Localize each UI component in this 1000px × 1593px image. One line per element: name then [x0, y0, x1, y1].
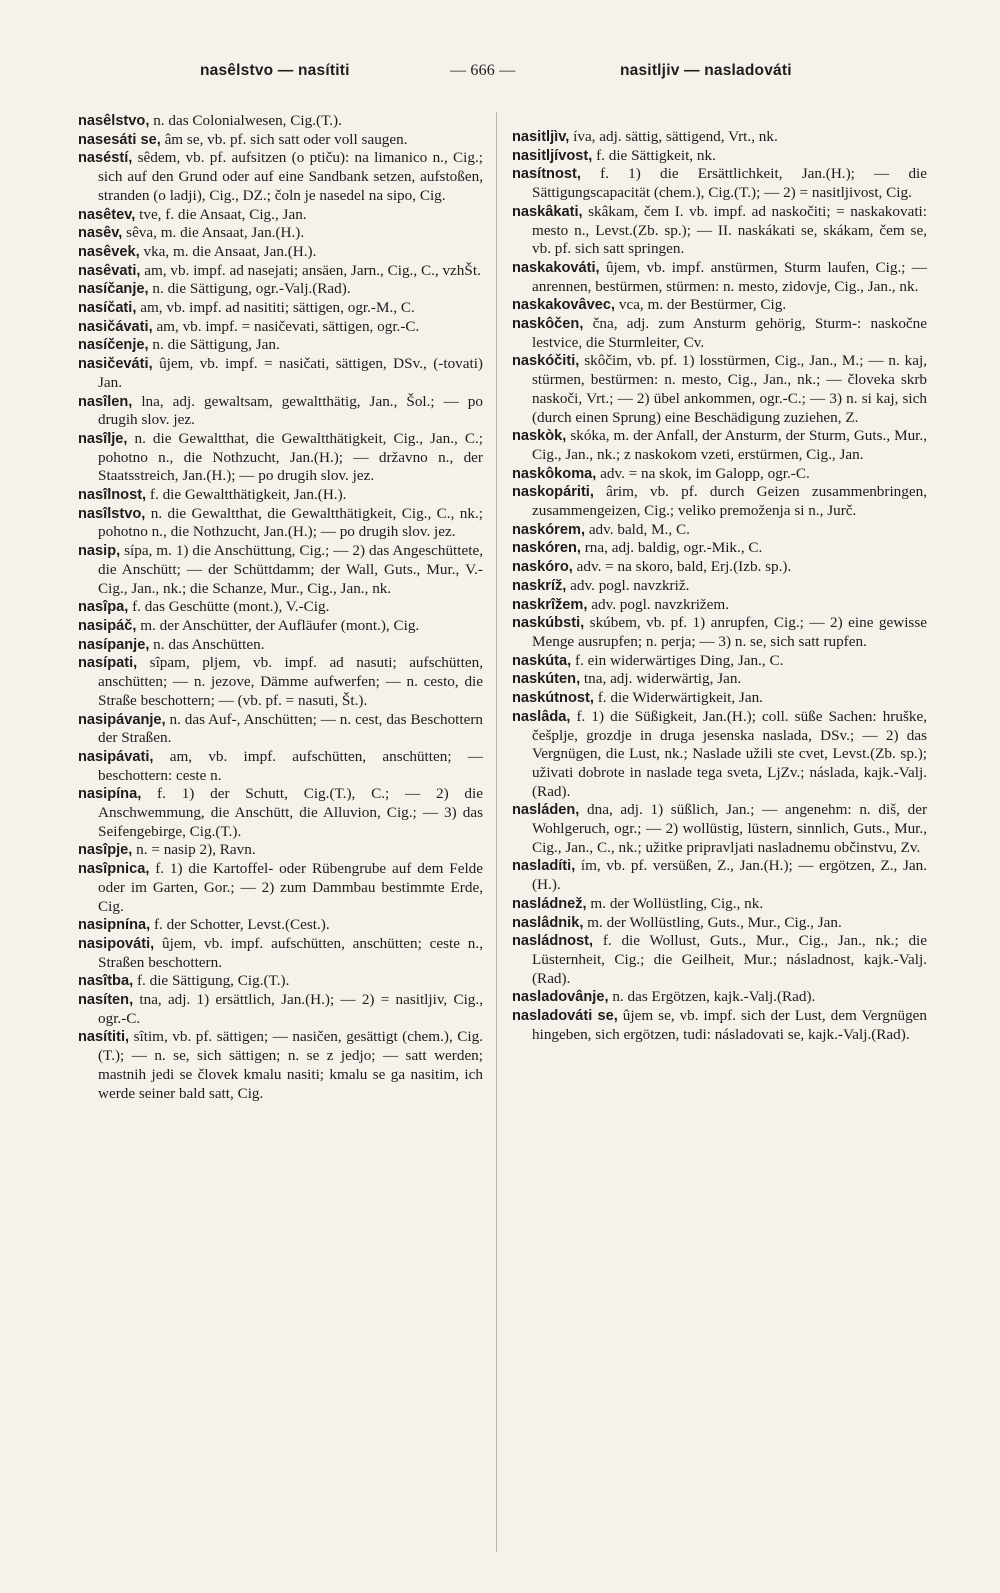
entry-headword: naslâda, — [512, 708, 571, 725]
entry-headword: naskúbsti, — [512, 615, 585, 632]
entry-headword: nasičávati, — [78, 318, 153, 335]
dictionary-entry — [78, 1028, 483, 1103]
dictionary-entry — [78, 299, 483, 318]
dictionary-entry — [512, 1007, 927, 1044]
dictionary-entry — [512, 689, 927, 708]
entry-headword: nasladováti se, — [512, 1008, 618, 1025]
entry-definition: vka, m. die Ansaat, Jan.(H.). — [139, 242, 317, 260]
entry-headword: nasipnína, — [78, 917, 151, 934]
dictionary-entry — [512, 539, 927, 558]
entry-headword: nasîpje, — [78, 842, 133, 859]
entry-definition: n. die Gewaltthat, die Gewaltthätigkeit, Cig., C., nk.; pohotno n., die Nothzucht, Jan.(H.); — po drugih slov. jez. — [98, 504, 483, 541]
entry-headword: nasítiti, — [78, 1029, 130, 1046]
entry-headword: nasipováti, — [78, 935, 155, 952]
entry-definition: ûjem, vb. impf. aufschütten, anschütten; ceste n., Straßen beschottern. — [98, 934, 483, 971]
dictionary-entry — [78, 841, 483, 860]
entry-headword: nasíten, — [78, 992, 134, 1009]
entry-definition: am, vb. impf. ad nasititi; sättigen, ogr.-M., C. — [136, 299, 415, 317]
entry-headword: naskakováti, — [512, 259, 600, 276]
dictionary-entry — [512, 558, 927, 577]
entry-definition: adv. = na skok, im Galopp, ogr.-C. — [596, 464, 810, 482]
dictionary-entry — [512, 315, 927, 352]
dictionary-entry — [512, 708, 927, 802]
entry-headword: naskórem, — [512, 521, 586, 538]
entry-headword: nasíčanje, — [78, 281, 149, 298]
entry-headword: nasîtba, — [78, 973, 134, 990]
entry-headword: naskrîžem, — [512, 596, 588, 613]
entry-headword: nasêlstvo, — [78, 113, 150, 129]
entry-definition: f. ein widerwärtiges Ding, Jan., C. — [571, 651, 784, 669]
entry-definition: m. der Anschütter, der Aufläufer (mont.), Cig. — [136, 616, 420, 634]
entry-headword: naskóro, — [512, 559, 573, 576]
dictionary-entry — [78, 206, 483, 225]
entry-headword: nasêv, — [78, 225, 123, 242]
dictionary-entry — [78, 972, 483, 991]
entry-headword: nasládnost, — [512, 933, 594, 950]
entry-definition: sípa, m. 1) die Anschüttung, Cig.; — 2) das Angeschüttete, die Anschütt; — der Schüttdamm; der Wall, Guts., Mur., V.-Cig., Jan., nk.; die Schanze, Mur., Cig., Jan., nk. — [98, 542, 483, 597]
entry-definition: tve, f. die Ansaat, Cig., Jan. — [135, 205, 307, 223]
entry-headword: naskútnost, — [512, 690, 594, 707]
entry-definition: n. das Auf-, Anschütten; — n. cest, das Beschottern der Straßen. — [98, 710, 483, 747]
entry-headword: naskóren, — [512, 540, 581, 557]
entry-headword: nasîlnost, — [78, 487, 147, 504]
entry-headword: naskôčen, — [512, 316, 584, 333]
entry-definition: n. das Ergötzen, kajk.-Valj.(Rad). — [608, 988, 816, 1006]
entry-headword: naslâdnik, — [512, 914, 584, 931]
entry-headword: naskúten, — [512, 671, 581, 688]
dictionary-entry — [78, 711, 483, 748]
entry-headword: nasládnež, — [512, 895, 587, 912]
entry-headword: nasladovânje, — [512, 989, 609, 1006]
dictionary-entry — [78, 430, 483, 486]
entry-definition: sîtim, vb. pf. sättigen; — nasičen, gesättigt (chem.), Cig.(T.); — n. se, sich sättigen; n. se z jedjo; — satt werden; mastnih jedi se človek kmalu nasiti; kmalu se ga nasitim, ich werde seiner bald satt, Cig. — [98, 1028, 483, 1102]
entry-headword: naskúta, — [512, 652, 572, 669]
entry-headword: nasîlje, — [78, 430, 128, 447]
entry-headword: nasip, — [78, 543, 121, 560]
entry-headword: nasîlstvo, — [78, 505, 146, 522]
entry-headword: nasláden, — [512, 802, 580, 819]
entry-headword: nasîlen, — [78, 393, 133, 410]
entry-definition: vca, m. der Bestürmer, Cig. — [615, 296, 787, 314]
entry-definition: adv. pogl. navzkrižem. — [587, 595, 730, 613]
dictionary-entry — [512, 259, 927, 296]
dictionary-entry — [78, 393, 483, 430]
entry-definition: čna, adj. zum Ansturm gehörig, Sturm-: naskočne lestvice, die Sturmleiter, Cv. — [532, 315, 927, 351]
header-right-guide-words: nasitljiv — nasladováti — [620, 62, 792, 79]
dictionary-entry — [512, 465, 927, 484]
entry-definition: skóka, m. der Anfall, der Ansturm, der Sturm, Guts., Mur., Cig., Jan., nk.; z naskokom vzeti, erstürmen, Cig., Jan. — [532, 427, 927, 463]
entry-headword: naskòk, — [512, 428, 567, 445]
entry-headword: nasipáč, — [78, 617, 137, 634]
dictionary-entry — [512, 165, 927, 202]
dictionary-entry — [512, 577, 927, 596]
entry-definition: rna, adj. baldig, ogr.-Mik., C. — [580, 539, 763, 557]
entry-definition: skúbem, vb. pf. 1) anrupfen, Cig.; — 2) eine gewisse Menge ausrupfen; n. perja; — 3) n. se, sich satt rupfen. — [532, 614, 927, 650]
dictionary-entry — [78, 542, 483, 598]
dictionary-entry — [78, 598, 483, 617]
entry-definition: n. die Sättigung, Jan. — [148, 336, 280, 354]
dictionary-entry — [512, 596, 927, 615]
dictionary-entry — [78, 617, 483, 636]
dictionary-entry — [78, 224, 483, 243]
dictionary-entry — [512, 895, 927, 914]
entry-definition: f. die Sättigkeit, nk. — [592, 146, 716, 164]
dictionary-entry — [78, 318, 483, 337]
entry-definition: adv. = na skoro, bald, Erj.(Izb. sp.). — [572, 558, 792, 576]
dictionary-entry — [78, 280, 483, 299]
page-number: — 666 — — [450, 62, 516, 79]
dictionary-entry — [78, 860, 483, 916]
entry-headword: nasitljìv, — [512, 129, 570, 145]
entry-definition: n. die Gewaltthat, die Gewaltthätigkeit, Cig., Jan., C.; pohotno n., die Nothzucht, Jan.(H.); — državno n., der Staatsstreich, Jan.(H.); — po drugih slov. jez. — [98, 429, 483, 485]
entry-headword: naskopáriti, — [512, 484, 594, 501]
dictionary-entry — [78, 916, 483, 935]
entry-definition: f. 1) die Kartoffel- oder Rübengrube auf dem Felde oder im Garten, Gor.; — 2) zum Dammbau bestimmte Erde, Cig. — [98, 860, 483, 915]
dictionary-entry — [78, 131, 483, 150]
dictionary-entry — [512, 521, 927, 540]
entry-definition: f. 1) der Schutt, Cig.(T.), C.; — 2) die Anschwemmung, die Anschütt, die Alluvion, Cig.; — 3) das Seifengebirge, Cig.(T.). — [98, 785, 483, 840]
entry-headword: nasîpa, — [78, 599, 129, 616]
entry-definition: sîpam, pljem, vb. impf. ad nasuti; aufschütten, anschütten; — n. jezove, Dämme aufwerfen; — n. cesto, die Straße beschottern; — (vb. pf. = nasuti, Št.). — [98, 654, 483, 709]
entry-definition: skôčim, vb. pf. 1) losstürmen, Cig., Jan., M.; — n. kaj, stürmen, bestürmen: n. mesto, Cig., Jan., nk.; — človeka skrb naskoči, Vrt.; — 2) übel ankommen, ogr.-C.; — 3) n. si kaj, sich (durch einen Sprung) eine Beschädigung zuziehen, Z. — [532, 352, 927, 426]
left-column — [78, 112, 483, 1103]
entry-definition: am, vb. impf. ad nasejati; ansäen, Jarn., Cig., C., vzhŠt. — [140, 261, 481, 279]
dictionary-entry — [512, 427, 927, 464]
entry-headword: nasêtev, — [78, 206, 136, 223]
entry-definition: f. der Schotter, Levst.(Cest.). — [150, 916, 330, 934]
entry-definition: n. das Anschütten. — [149, 635, 265, 653]
right-column — [512, 128, 927, 1044]
dictionary-entry — [512, 128, 927, 147]
entry-definition: am, vb. impf. = nasičevati, sättigen, ogr.-C. — [152, 317, 420, 335]
entry-definition: adv. pogl. navzkriž. — [566, 576, 690, 594]
entry-definition: ím, vb. pf. versüßen, Z., Jan.(H.); — ergötzen, Z., Jan.(H.). — [532, 857, 927, 894]
entry-definition: ûjem se, vb. impf. sich der Lust, dem Vergnügen hingeben, sich ergötzen, tudi: násladovati se, kajk.-Valj.(Rad). — [532, 1007, 927, 1043]
entry-definition: dna, adj. 1) süßlich, Jan.; — angenehm: n. diš, der Wohlgeruch, ogr.; — 2) wollüstig, lüstern, sinnlich, Guts., Mur., Cig., Jan., C., nk.; užitke pripravljati nasladnemu občinstvu, Zv. — [532, 801, 927, 856]
entry-headword: naskakovâvec, — [512, 297, 616, 314]
dictionary-entry — [78, 748, 483, 785]
dictionary-entry — [512, 614, 927, 651]
dictionary-entry — [78, 991, 483, 1028]
entry-definition: ûjem, vb. impf. anstürmen, Sturm laufen, Cig.; — anrennen, bestürmen, stürmen: n. mesto, zidovje, Cig., Jan., nk. — [532, 258, 927, 295]
dictionary-entry — [78, 112, 483, 131]
dictionary-entry — [78, 336, 483, 355]
entry-definition: sêdem, vb. pf. aufsitzen (o ptiču): na limanico n., Cig.; sich auf den Grund oder auf eine Sandbank setzen, aufstoßen, stranden (o ladji), Cig., DZ.; čoln je nasedel na sipo, Cig. — [98, 149, 483, 204]
column-divider — [496, 112, 497, 1552]
entry-definition: tna, adj. 1) ersättlich, Jan.(H.); — 2) = nasitljiv, Cig., ogr.-C. — [98, 991, 483, 1027]
entry-definition: âm se, vb. pf. sich satt oder voll saugen. — [160, 130, 408, 148]
entry-definition: sêva, m. die Ansaat, Jan.(H.). — [122, 224, 305, 242]
entry-definition: f. die Wollust, Guts., Mur., Cig., Jan., nk.; die Lüsternheit, Cig.; die Geilheit, Mur.; násladnost, kajk.-Valj.(Rad). — [532, 932, 927, 987]
dictionary-entry — [512, 296, 927, 315]
entry-headword: nasladíti, — [512, 858, 576, 875]
entry-definition: f. 1) die Süßigkeit, Jan.(H.); coll. süße Sachen: hruške, češplje, grozdje in druga jesenska naslada, DSv.; — 2) das Vergnügen, die Lust, nk.; Naslade užili ste cvet, Levst.(Zb. sp.); uživati dobrote in naslade tega sveta, LjZv.; náslada, kajk.-Valj.(Rad). — [532, 707, 927, 800]
dictionary-entry — [78, 486, 483, 505]
dictionary-entry — [78, 654, 483, 710]
entry-definition: m. der Wollüstling, Cig., nk. — [586, 894, 764, 912]
entry-definition: f. die Gewaltthätigkeit, Jan.(H.). — [146, 486, 347, 504]
entry-definition: n. das Colonialwesen, Cig.(T.). — [149, 112, 342, 129]
entry-definition: f. die Sättigung, Cig.(T.). — [133, 972, 290, 990]
entry-headword: nasêvek, — [78, 243, 140, 260]
dictionary-entry — [78, 636, 483, 655]
entry-headword: naskríž, — [512, 577, 567, 594]
entry-headword: nasičeváti, — [78, 356, 153, 373]
dictionary-entry — [512, 932, 927, 988]
entry-headword: naskóčiti, — [512, 353, 580, 370]
dictionary-entry — [78, 243, 483, 262]
entry-definition: n. = nasip 2), Ravn. — [132, 841, 256, 859]
dictionary-entry — [512, 857, 927, 894]
entry-headword: nasíčenje, — [78, 337, 149, 354]
entry-definition: n. die Sättigung, ogr.-Valj.(Rad). — [148, 280, 351, 298]
dictionary-entry — [512, 988, 927, 1007]
entry-definition: tna, adj. widerwärtig, Jan. — [580, 670, 742, 688]
entry-definition: íva, adj. sättig, sättigend, Vrt., nk. — [569, 128, 778, 145]
entry-headword: nasíčati, — [78, 300, 137, 317]
entry-definition: lna, adj. gewaltsam, gewaltthätig, Jan., Šol.; — po drugih slov. jez. — [98, 392, 483, 429]
entry-headword: nasípanje, — [78, 636, 150, 653]
dictionary-entry — [512, 801, 927, 857]
entry-headword: nasitljívost, — [512, 147, 593, 164]
dictionary-entry — [78, 355, 483, 392]
entry-headword: nasítnost, — [512, 166, 581, 183]
dictionary-entry — [512, 483, 927, 520]
entry-headword: naskôkoma, — [512, 465, 597, 482]
entry-definition: f. die Widerwärtigkeit, Jan. — [593, 689, 763, 707]
entry-headword: nasipávanje, — [78, 711, 166, 728]
entry-headword: nasipína, — [78, 786, 142, 803]
dictionary-entry — [78, 149, 483, 205]
entry-headword: nasípati, — [78, 655, 138, 672]
entry-definition: m. der Wollüstling, Guts., Mur., Cig., Jan. — [583, 913, 842, 931]
header-left-guide-words: nasêlstvo — nasítiti — [200, 62, 350, 79]
page-header — [180, 62, 880, 88]
entry-definition: adv. bald, M., C. — [585, 520, 690, 538]
dictionary-entry — [512, 147, 927, 166]
entry-headword: nasîpnica, — [78, 861, 150, 878]
entry-headword: nasipávati, — [78, 748, 154, 765]
dictionary-entry — [78, 935, 483, 972]
entry-definition: f. das Geschütte (mont.), V.-Cig. — [128, 598, 330, 616]
entry-headword: nasêvati, — [78, 262, 141, 279]
dictionary-entry — [512, 914, 927, 933]
dictionary-entry — [512, 670, 927, 689]
entry-definition: f. 1) die Ersättlichkeit, Jan.(H.); — die Sättigungscapacität (chem.), Cig.(T.); — 2) = nasitljivost, Cig. — [532, 165, 927, 202]
entry-headword: naskâkati, — [512, 203, 583, 220]
dictionary-entry — [78, 262, 483, 281]
entry-definition: skâkam, čem I. vb. impf. ad naskočiti; = naskakovati: mesto n., Levst.(Zb. sp.); — II. naskákati se, skákam, čem se, vb. pf. sich satt springen. — [532, 202, 927, 258]
dictionary-entry — [78, 505, 483, 542]
entry-headword: nasesáti se, — [78, 131, 161, 148]
dictionary-entry — [512, 203, 927, 259]
dictionary-entry — [512, 652, 927, 671]
entry-headword: naséstí, — [78, 150, 133, 167]
entry-definition: ârim, vb. pf. durch Geizen zusammenbringen, zusammengeizen, Cig.; veliko premoženja si n., Jurč. — [532, 483, 927, 520]
dictionary-entry — [78, 785, 483, 841]
dictionary-entry — [512, 352, 927, 427]
entry-definition: am, vb. impf. aufschütten, anschütten; — beschottern: ceste n. — [98, 747, 483, 784]
entry-definition: ûjem, vb. impf. = nasičati, sättigen, DSv., (-tovati) Jan. — [98, 355, 483, 391]
